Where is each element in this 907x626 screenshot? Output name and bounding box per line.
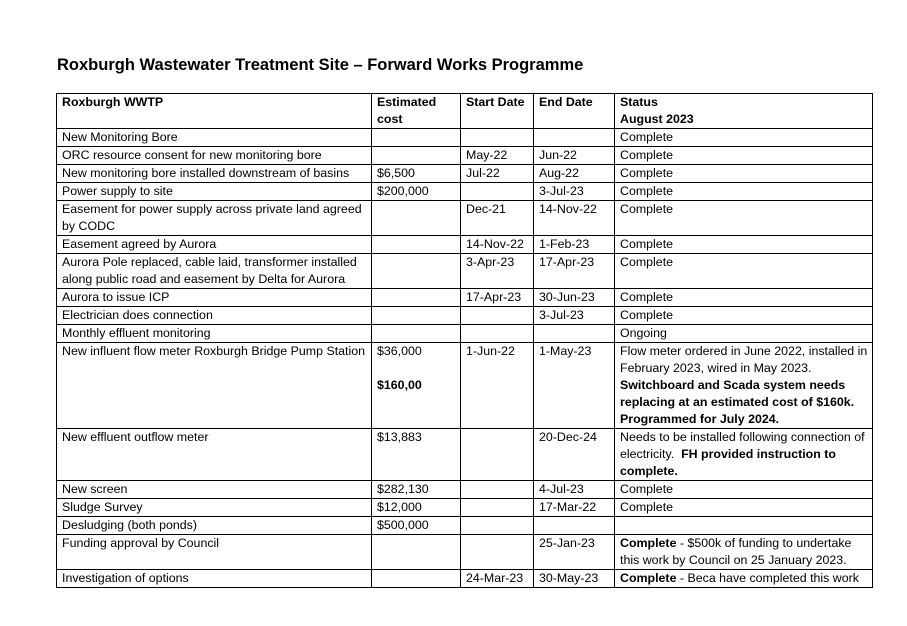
cost-cell — [372, 254, 461, 289]
start-date-cell: 3-Apr-23 — [461, 254, 534, 289]
end-date-cell: 3-Jul-23 — [534, 307, 615, 325]
start-date-cell: 24-Mar-23 — [461, 570, 534, 588]
status-note-bold: FH provided instruction to complete. — [620, 447, 836, 478]
status-cell: Complete — [615, 165, 873, 183]
table-row — [57, 129, 873, 147]
status-cell: Complete — [615, 481, 873, 499]
start-date-cell: 1-Jun-22 — [461, 343, 534, 429]
end-date-cell: 25-Jan-23 — [534, 535, 615, 570]
cost-cell — [372, 570, 461, 588]
cost-cell — [372, 201, 461, 236]
table-row — [57, 517, 873, 535]
column-header-cost-line1: Estimated — [377, 95, 437, 109]
status-cell: Complete — [615, 201, 873, 236]
table-row — [57, 499, 873, 517]
start-date-cell — [461, 481, 534, 499]
start-date-cell — [461, 429, 534, 481]
status-cell — [615, 429, 873, 481]
status-text: Flow meter ordered in June 2022, installed in February 2023, wired in May 2023. — [620, 344, 868, 375]
status-lead-bold: Complete — [620, 536, 677, 550]
task-cell: New screen — [57, 481, 372, 499]
column-header-status-line2: August 2023 — [620, 112, 694, 126]
end-date-cell: 1-Feb-23 — [534, 236, 615, 254]
cost-cell — [372, 307, 461, 325]
column-header-cost — [372, 94, 461, 129]
table-row — [57, 201, 873, 236]
status-cell: Ongoing — [615, 325, 873, 343]
cost-cell: $200,000 — [372, 183, 461, 201]
end-date-cell: 4-Jul-23 — [534, 481, 615, 499]
status-cell — [615, 517, 873, 535]
cost-cell — [372, 236, 461, 254]
cost-cell — [372, 535, 461, 570]
end-date-cell — [534, 325, 615, 343]
status-cell: Complete — [615, 147, 873, 165]
start-date-cell: May-22 — [461, 147, 534, 165]
start-date-cell: 14-Nov-22 — [461, 236, 534, 254]
task-cell: Desludging (both ponds) — [57, 517, 372, 535]
status-cell: Complete — [615, 236, 873, 254]
end-date-cell: 30-Jun-23 — [534, 289, 615, 307]
task-cell: Easement for power supply across private land agreed by CODC — [57, 201, 372, 236]
status-cell — [615, 343, 873, 429]
table-header-row — [57, 94, 873, 129]
cost-cell — [372, 147, 461, 165]
table-row — [57, 307, 873, 325]
table-row — [57, 236, 873, 254]
end-date-cell: 1-May-23 — [534, 343, 615, 429]
task-cell: New effluent outflow meter — [57, 429, 372, 481]
status-cell: Complete — [615, 307, 873, 325]
end-date-cell: 3-Jul-23 — [534, 183, 615, 201]
status-cell: Complete — [615, 129, 873, 147]
start-date-cell: Dec-21 — [461, 201, 534, 236]
task-cell: Investigation of options — [57, 570, 372, 588]
table-row — [57, 147, 873, 165]
start-date-cell: 17-Apr-23 — [461, 289, 534, 307]
column-header-cost-line2: cost — [377, 112, 403, 126]
task-cell: Easement agreed by Aurora — [57, 236, 372, 254]
end-date-cell — [534, 129, 615, 147]
start-date-cell — [461, 499, 534, 517]
cost-cell: $282,130 — [372, 481, 461, 499]
status-cell: Complete — [615, 499, 873, 517]
task-cell: New Monitoring Bore — [57, 129, 372, 147]
start-date-cell — [461, 325, 534, 343]
status-text: Needs to be installed following connection of electricity. — [620, 430, 865, 461]
column-header-status-line1: Status — [620, 95, 658, 109]
start-date-cell — [461, 307, 534, 325]
start-date-cell — [461, 535, 534, 570]
table-row — [57, 289, 873, 307]
cost-cell: $13,883 — [372, 429, 461, 481]
task-cell: Monthly effluent monitoring — [57, 325, 372, 343]
cost-cell: $12,000 — [372, 499, 461, 517]
column-header-end: End Date — [534, 94, 615, 129]
status-text: - $500k of funding to undertake this work by Council on 25 January 2023. — [620, 536, 852, 567]
table-row — [57, 535, 873, 570]
start-date-cell — [461, 517, 534, 535]
end-date-cell: Aug-22 — [534, 165, 615, 183]
task-cell: Aurora Pole replaced, cable laid, transformer installed along public road and easement by Delta for Aurora — [57, 254, 372, 289]
status-cell — [615, 535, 873, 570]
task-cell: Power supply to site — [57, 183, 372, 201]
cost-value: $36,000 — [377, 344, 422, 358]
task-cell: Sludge Survey — [57, 499, 372, 517]
cost-cell: $500,000 — [372, 517, 461, 535]
cost-cell — [372, 343, 461, 429]
task-cell: New influent flow meter Roxburgh Bridge Pump Station — [57, 343, 372, 429]
end-date-cell: Jun-22 — [534, 147, 615, 165]
table-row — [57, 429, 873, 481]
table-row — [57, 183, 873, 201]
column-header-status — [615, 94, 873, 129]
start-date-cell — [461, 183, 534, 201]
end-date-cell: 14-Nov-22 — [534, 201, 615, 236]
table-row — [57, 254, 873, 289]
table-row — [57, 343, 873, 429]
forward-works-table — [56, 93, 873, 588]
table-row — [57, 481, 873, 499]
cost-cell — [372, 325, 461, 343]
status-cell: Complete — [615, 183, 873, 201]
end-date-cell: 17-Apr-23 — [534, 254, 615, 289]
table-row — [57, 165, 873, 183]
end-date-cell: 20-Dec-24 — [534, 429, 615, 481]
end-date-cell: 17-Mar-22 — [534, 499, 615, 517]
status-note-bold: Switchboard and Scada system needs replacing at an estimated cost of $160k. Programmed for July 2024. — [620, 378, 855, 426]
end-date-cell: 30-May-23 — [534, 570, 615, 588]
task-cell: Electrician does connection — [57, 307, 372, 325]
column-header-task: Roxburgh WWTP — [57, 94, 372, 129]
task-cell: ORC resource consent for new monitoring bore — [57, 147, 372, 165]
table-row — [57, 570, 873, 588]
start-date-cell: Jul-22 — [461, 165, 534, 183]
start-date-cell — [461, 129, 534, 147]
column-header-start: Start Date — [461, 94, 534, 129]
status-cell: Complete — [615, 254, 873, 289]
page-title: Roxburgh Wastewater Treatment Site – Forward Works Programme — [57, 56, 584, 74]
end-date-cell — [534, 517, 615, 535]
task-cell: Aurora to issue ICP — [57, 289, 372, 307]
cost-cell — [372, 289, 461, 307]
table-row — [57, 325, 873, 343]
status-cell — [615, 570, 873, 588]
task-cell: Funding approval by Council — [57, 535, 372, 570]
cost-cell — [372, 129, 461, 147]
status-lead-bold: Complete — [620, 571, 677, 585]
task-cell: New monitoring bore installed downstream of basins — [57, 165, 372, 183]
status-cell: Complete — [615, 289, 873, 307]
status-text: - Beca have completed this work — [676, 571, 859, 585]
cost-extra-value: $160,00 — [377, 378, 422, 392]
cost-cell: $6,500 — [372, 165, 461, 183]
